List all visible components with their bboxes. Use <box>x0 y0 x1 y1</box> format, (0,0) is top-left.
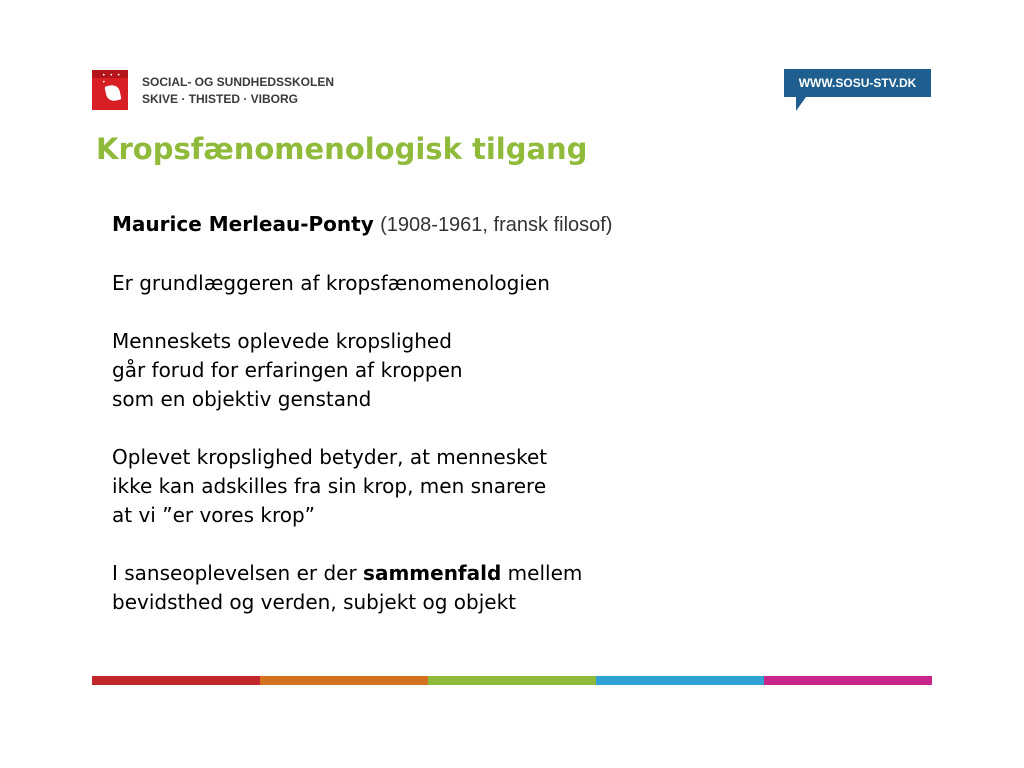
paragraph-4-line-1 <box>112 559 872 588</box>
paragraph-3-line-3: at vi ”er vores krop” <box>112 503 316 527</box>
stripe-segment <box>596 676 764 685</box>
paragraph-1: Er grundlæggeren af kropsfænomenologien <box>112 271 550 295</box>
school-name-line1: SOCIAL- OG SUNDHEDSSKOLEN <box>142 75 335 89</box>
paragraph-2-line-2: går forud for erfaringen af kroppen <box>112 358 463 382</box>
stripe-segment <box>428 676 596 685</box>
person-info: (1908-1961, fransk filosof) <box>380 214 613 236</box>
paragraph-3-line-2: ikke kan adskilles fra sin krop, men snarere <box>112 474 547 498</box>
stripe-segment <box>764 676 932 685</box>
person-line <box>112 210 872 240</box>
school-name <box>142 74 334 108</box>
website-badge[interactable]: WWW.SOSU-STV.DK <box>784 69 931 97</box>
paragraph-2-line-1: Menneskets oplevede kropslighed <box>112 329 452 353</box>
person-name: Maurice Merleau-Ponty <box>112 212 374 236</box>
paragraph-2-line-3: som en objektiv genstand <box>112 387 372 411</box>
paragraph-4-line-2: bevidsthed og verden, subjekt og objekt <box>112 590 517 614</box>
slide-body <box>112 210 872 617</box>
school-logo <box>92 70 352 112</box>
school-name-line2: SKIVE · THISTED · VIBORG <box>142 92 299 106</box>
speech-bubble-tail-icon <box>796 97 806 111</box>
slide-title: Kropsfænomenologisk tilgang <box>96 132 588 166</box>
paragraph-3-line-1: Oplevet kropslighed betyder, at mennesket <box>112 445 548 469</box>
stripe-segment <box>92 676 260 685</box>
school-logo-icon: • • • • <box>92 70 128 110</box>
paragraph-4-text-before: I sanseoplevelsen er der <box>112 561 364 585</box>
paragraph-4-text-after: mellem <box>501 561 583 585</box>
color-stripe <box>92 676 932 685</box>
stripe-segment <box>260 676 428 685</box>
paragraph-4-emphasis: sammenfald <box>363 561 502 585</box>
